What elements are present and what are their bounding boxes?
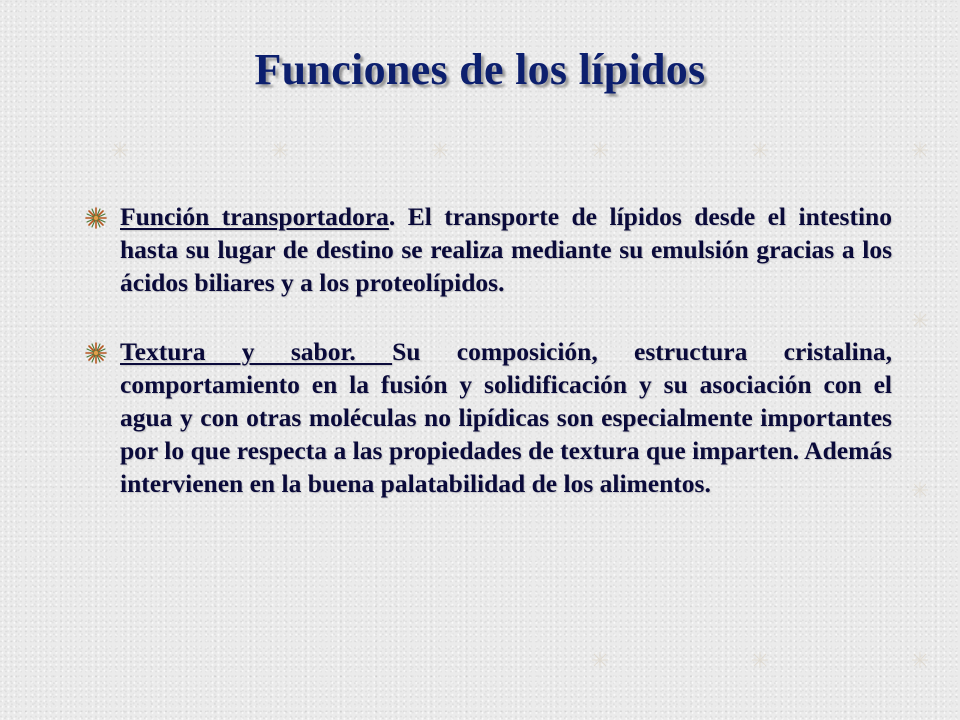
slide-title: Funciones de los lípidos: [254, 45, 706, 94]
bullet-item-funcion-transportadora: [84, 200, 892, 299]
bullet-item-textura-y-sabor: [84, 335, 892, 500]
bullet-lead-text: Textura y sabor.: [120, 337, 393, 366]
starburst-bullet-icon: [84, 206, 108, 230]
starburst-bullet-icon: [84, 341, 108, 365]
bullet-list: [84, 200, 892, 536]
bullet-lead-text: Función transportadora: [120, 202, 389, 231]
bullet-body-text: . El transporte de lípidos desde el intestino hasta su lugar de destino se realiza mediante su emulsión gracias a los ácidos biliares y a los proteolípidos.: [120, 202, 892, 297]
bullet-body-text: Su composición, estructura cristalina, comportamiento en la fusión y solidificación y su asociación con el agua y con otras moléculas no lipídicas son especialmente importantes por lo que respecta a las propiedades de textura que imparten. Además intervienen en la buena palatabilidad de los alimentos.: [120, 337, 893, 498]
